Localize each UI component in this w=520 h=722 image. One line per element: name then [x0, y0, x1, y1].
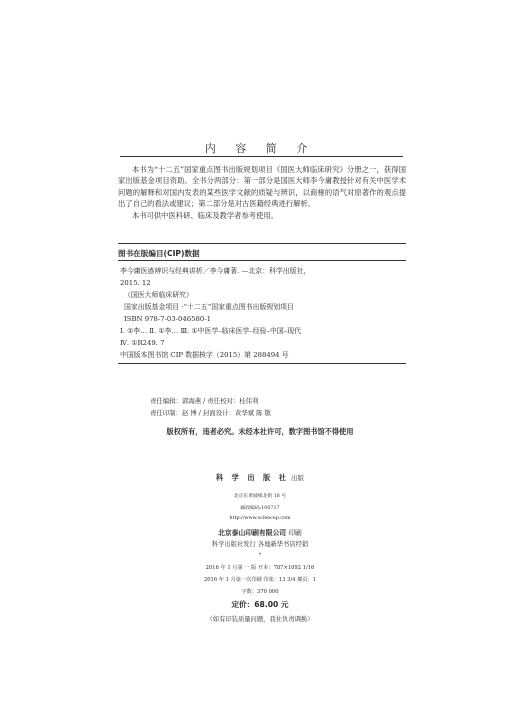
cip-line: （国医大师临床研究） [124, 291, 193, 299]
separator-mark: * [258, 553, 262, 558]
intro-paragraph: 本书可供中医科研、临床及教学者参考使用。 [132, 210, 278, 220]
word-count: 字数：370 000 [241, 589, 279, 595]
cip-line: Ⅳ. ①R249. 7 [120, 339, 165, 347]
quality-notice: （如有印装质量问题，我社负责调换） [206, 616, 314, 623]
intro-title: 内 容 简 介 [204, 142, 316, 155]
printer-label: 印刷 [288, 529, 302, 537]
price: 定价：68.00 元 [231, 600, 289, 609]
cip-line: 2015. 12 [120, 279, 151, 287]
cip-line: 国家出版基金项目 ·“十二五”国家重点图书出版规划项目 [124, 303, 294, 311]
printer-line [0, 527, 520, 537]
publisher-postcode: 邮政编码:100717 [240, 506, 280, 511]
cip-record [120, 265, 410, 361]
cip-line: Ⅰ. ①李… Ⅱ. ①李… Ⅲ. ①中医学–临床医学–经验–中国–现代 [120, 327, 302, 335]
printing-spec: 2016 年 1 月第一次印刷 印张：13 3/4 插页：1 [203, 577, 317, 583]
publisher-name-text: 科 学 出 版 社 [215, 473, 289, 482]
cip-top-rule [118, 243, 406, 244]
publisher-name [0, 473, 520, 483]
intro-divider [120, 156, 403, 157]
publish-label: 出版 [291, 474, 305, 482]
cip-bottom-rule [118, 363, 406, 364]
editor-line: 责任印制：赵 博 / 封面设计：黄华斌 陈 敬 [150, 409, 271, 417]
cip-line: 中国版本图书馆 CIP 数据核字（2015）第 288494 号 [120, 351, 289, 359]
intro-paragraph: 本书为“十二五”国家重点图书出版规划项目《国医大师临床研究》分册之一，获得国家出版基金项目资助。全书分两部分：第一部分是国医大师李今庸教授针对有关中医学术问题的解释和对国内发表的某些医学文献的质疑与辨识，以商榷的语气对原著作的观点提出了自己的看法或建议；第二部分是对古医籍经典进行解析。 [118, 165, 406, 209]
cip-title-rule [118, 260, 406, 261]
publisher-address: 北京东黄城根北街 16 号 [233, 494, 287, 499]
printer-name: 北京泰山印刷有限公司 [218, 529, 287, 537]
publisher-website: http://www.sciencep.com [229, 516, 291, 521]
edition-spec: 2016 年 1 月第 一 版 开本：787×1092 1/16 [205, 565, 315, 571]
distribution-line: 科学出版社发行 各地新华书店经销 [211, 541, 309, 548]
editor-line: 责任编辑：郭海燕 / 责任校对：桂伟利 [150, 397, 259, 405]
cip-title: 图书在版编目(CIP)数据 [118, 249, 200, 258]
cip-line: ISBN 978-7-03-046580-1 [124, 315, 212, 323]
editor-credits [150, 395, 400, 419]
rights-statement: 版权所有，违者必究。未经本社许可，数字图书馆不得使用 [166, 427, 354, 436]
intro-body [118, 164, 406, 221]
cip-line: 李今庸医惑辨识与经典讲析／李今庸著. —北京：科学出版社， [120, 267, 311, 275]
